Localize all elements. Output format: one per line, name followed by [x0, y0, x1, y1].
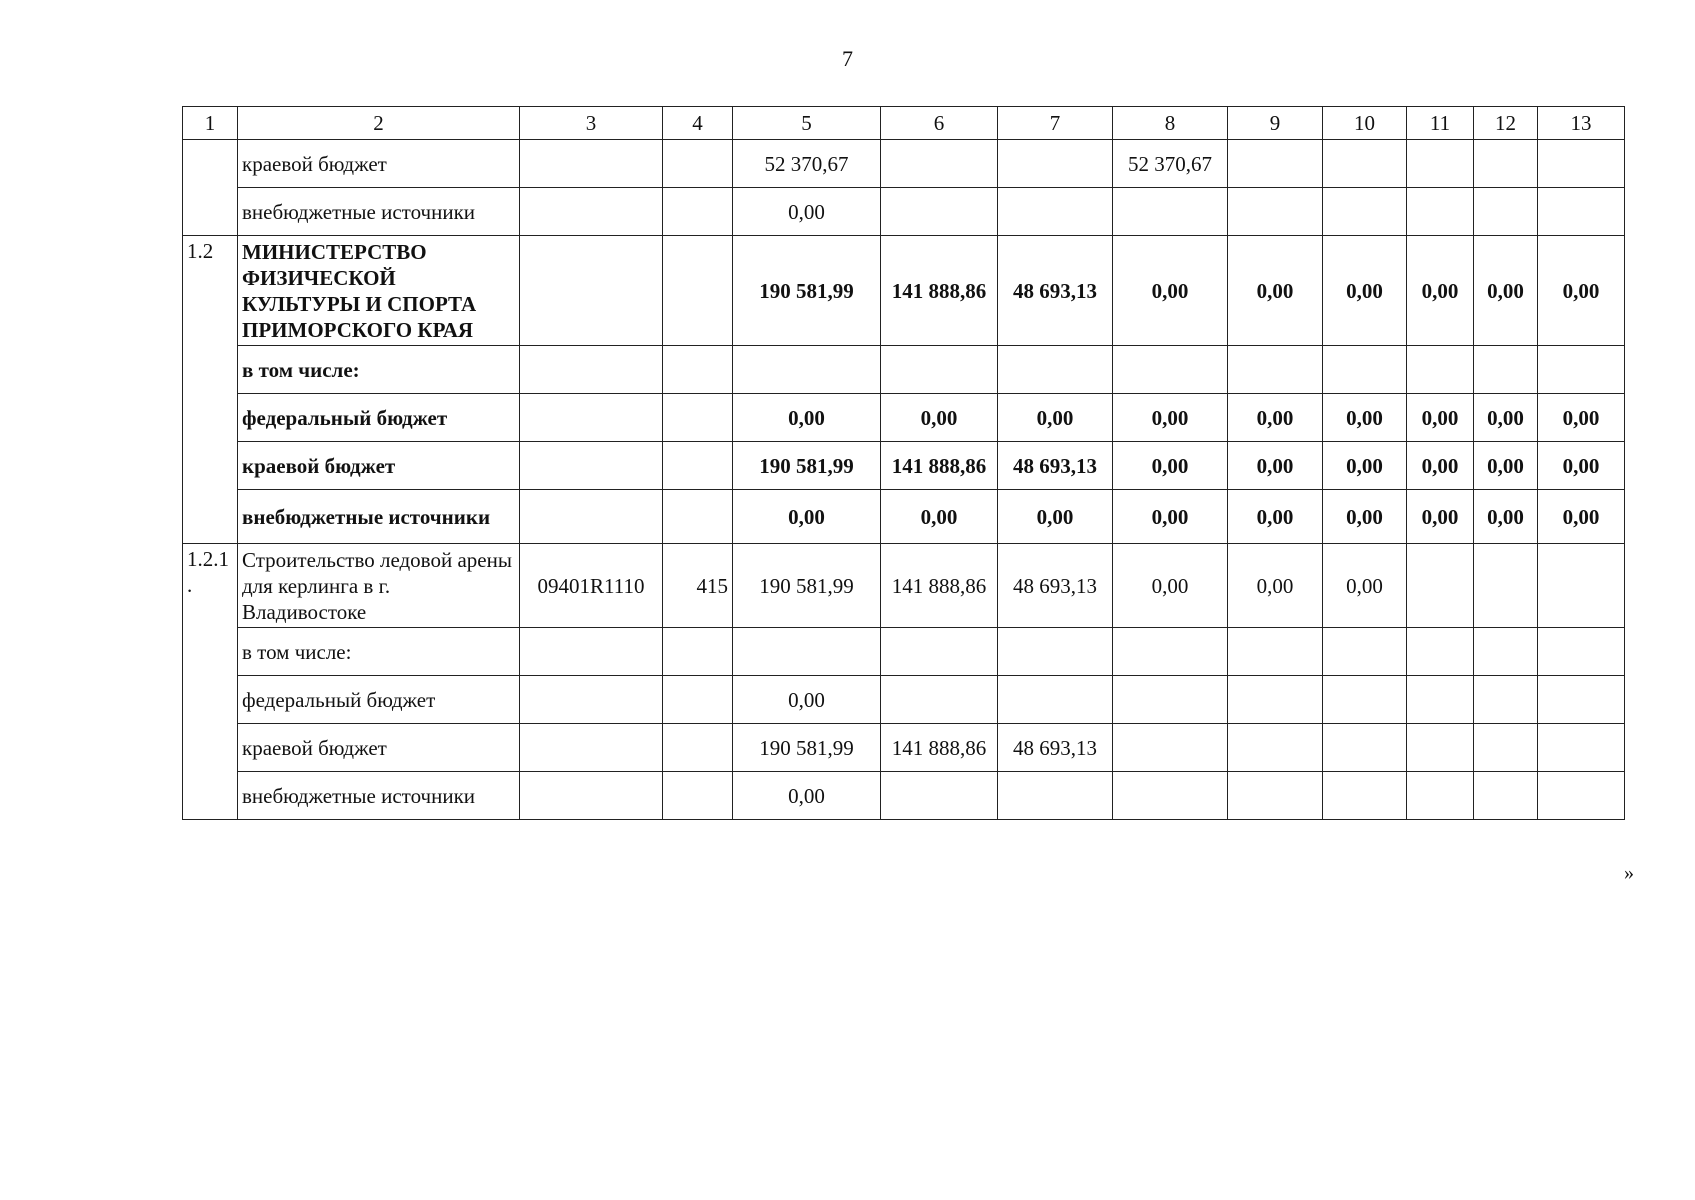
row-label: в том числе:	[238, 628, 520, 676]
value-cell: 48 693,13	[998, 724, 1113, 772]
table-row	[183, 676, 1625, 724]
row-index: 1.2	[183, 236, 238, 544]
value-cell: 0,00	[1538, 490, 1625, 544]
value-cell: 141 888,86	[881, 236, 998, 346]
header-cell: 6	[881, 107, 998, 140]
value-cell: 0,00	[1113, 490, 1228, 544]
header-cell: 7	[998, 107, 1113, 140]
value-cell: 0,00	[881, 394, 998, 442]
value-cell: 52 370,67	[733, 140, 881, 188]
value-cell: 0,00	[1474, 394, 1538, 442]
value-cell: 0,00	[1113, 442, 1228, 490]
header-cell: 9	[1228, 107, 1323, 140]
value-cell: 0,00	[1407, 490, 1474, 544]
table-row	[183, 442, 1625, 490]
value-cell: 0,00	[1407, 394, 1474, 442]
value-cell: 0,00	[1538, 394, 1625, 442]
value-cell: 0,00	[1113, 544, 1228, 628]
value-cell: 0,00	[1474, 490, 1538, 544]
value-cell: 0,00	[1323, 442, 1407, 490]
row-label: краевой бюджет	[238, 724, 520, 772]
value-cell: 0,00	[998, 394, 1113, 442]
row-index: 1.2.1 .	[183, 544, 238, 820]
table-row	[183, 772, 1625, 820]
value-cell: 141 888,86	[881, 544, 998, 628]
row-label: внебюджетные источники	[238, 772, 520, 820]
value-cell: 0,00	[1323, 236, 1407, 346]
value-cell: 0,00	[733, 772, 881, 820]
value-cell: 141 888,86	[881, 724, 998, 772]
table-row	[183, 346, 1625, 394]
table-row	[183, 544, 1625, 628]
closing-quote: »	[1624, 862, 1634, 884]
table-row	[183, 394, 1625, 442]
table-row	[183, 490, 1625, 544]
header-cell: 3	[520, 107, 663, 140]
header-cell: 1	[183, 107, 238, 140]
header-cell: 13	[1538, 107, 1625, 140]
header-cell: 10	[1323, 107, 1407, 140]
value-cell: 0,00	[1323, 490, 1407, 544]
table-row	[183, 724, 1625, 772]
table-row	[183, 140, 1625, 188]
value-cell: 0,00	[1323, 394, 1407, 442]
value-cell: 48 693,13	[998, 442, 1113, 490]
table-row	[183, 188, 1625, 236]
row-label: федеральный бюджет	[238, 676, 520, 724]
value-cell: 190 581,99	[733, 544, 881, 628]
value-cell: 0,00	[1407, 236, 1474, 346]
value-cell: 0,00	[1113, 394, 1228, 442]
item-title: Строительство ледовой арены для керлинга в г. Владивостоке	[238, 544, 520, 628]
value-cell: 0,00	[1228, 544, 1323, 628]
header-cell: 12	[1474, 107, 1538, 140]
value-cell: 0,00	[1113, 236, 1228, 346]
row-label: краевой бюджет	[238, 442, 520, 490]
value-cell: 0,00	[733, 490, 881, 544]
value-cell: 0,00	[733, 188, 881, 236]
value-cell: 48 693,13	[998, 236, 1113, 346]
value-cell: 0,00	[1228, 394, 1323, 442]
row-label: внебюджетные источники	[238, 188, 520, 236]
value-cell: 0,00	[1407, 442, 1474, 490]
value-cell: 0,00	[733, 676, 881, 724]
value-cell: 48 693,13	[998, 544, 1113, 628]
value-cell: 190 581,99	[733, 236, 881, 346]
value-cell: 0,00	[1538, 442, 1625, 490]
row-label: краевой бюджет	[238, 140, 520, 188]
code-cell: 09401R1110	[520, 544, 663, 628]
index-cell	[183, 140, 238, 236]
header-cell: 8	[1113, 107, 1228, 140]
table-row	[183, 236, 1625, 346]
value-cell: 0,00	[1323, 544, 1407, 628]
value-cell: 0,00	[881, 490, 998, 544]
value-cell: 190 581,99	[733, 724, 881, 772]
value-cell: 0,00	[1474, 236, 1538, 346]
value-cell: 0,00	[1538, 236, 1625, 346]
budget-table	[182, 106, 1625, 820]
kind-cell: 415	[663, 544, 733, 628]
header-row	[183, 107, 1625, 140]
header-cell: 2	[238, 107, 520, 140]
page-number: 7	[842, 46, 853, 71]
value-cell: 141 888,86	[881, 442, 998, 490]
value-cell: 0,00	[1228, 442, 1323, 490]
value-cell: 0,00	[1228, 236, 1323, 346]
value-cell: 0,00	[1474, 442, 1538, 490]
value-cell: 0,00	[998, 490, 1113, 544]
header-cell: 11	[1407, 107, 1474, 140]
row-label: внебюджетные источники	[238, 490, 520, 544]
row-label: в том числе:	[238, 346, 520, 394]
value-cell: 52 370,67	[1113, 140, 1228, 188]
value-cell: 0,00	[733, 394, 881, 442]
section-title: МИНИСТЕРСТВО ФИЗИЧЕСКОЙ КУЛЬТУРЫ И СПОРТА ПРИМОРСКОГО КРАЯ	[238, 236, 520, 346]
header-cell: 5	[733, 107, 881, 140]
table-row	[183, 628, 1625, 676]
row-label: федеральный бюджет	[238, 394, 520, 442]
value-cell: 190 581,99	[733, 442, 881, 490]
value-cell: 0,00	[1228, 490, 1323, 544]
header-cell: 4	[663, 107, 733, 140]
